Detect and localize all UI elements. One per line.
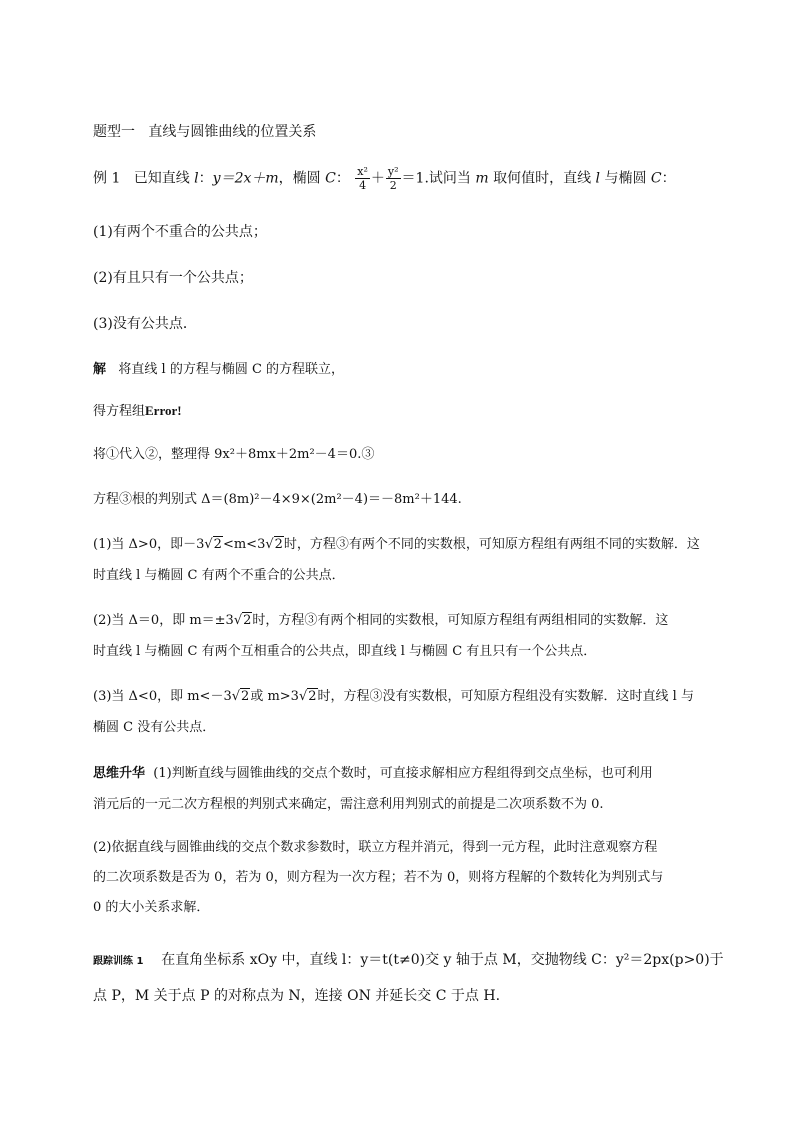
heading-title: 直线与圆锥曲线的位置关系 xyxy=(148,124,317,140)
heading-label: 题型一 xyxy=(93,124,135,140)
example-var-l: l xyxy=(194,170,199,187)
system-prefix: 得方程组 xyxy=(93,404,146,419)
sqrt-radicand: 2 xyxy=(241,689,250,704)
sqrt-symbol: √2 xyxy=(231,689,250,704)
example-var-c2: C xyxy=(650,170,662,187)
fraction-denominator: 4 xyxy=(359,179,367,192)
question-3: (3)没有公共点． xyxy=(93,316,197,332)
fraction-denominator: 2 xyxy=(389,179,397,192)
case-3-text-a: (3)当 Δ<0，即 m<－3 xyxy=(93,689,232,704)
example-text-4: ： xyxy=(335,170,350,187)
case-3-text-c: 时，方程③没有实数根，可知原方程组没有实数解．这时直线 l 与 xyxy=(317,689,694,704)
case-2-text-a: (2)当 Δ＝0，即 m＝±3 xyxy=(93,613,234,628)
case-1-text-a: (1)当 Δ>0，即－3 xyxy=(93,537,205,552)
fraction-numerator: y² xyxy=(387,165,399,178)
exercise-text-line1: 在直角坐标系 xOy 中，直线 l：y＝t(t≠0)交 y 轴于点 M，交抛物线 C：y²＝2px(p>0)于 xyxy=(161,952,724,968)
thinking-label: 思维升华 xyxy=(93,766,146,781)
exercise-line-2: 点 P，M 关于点 P 的对称点为 N，连接 ON 并延长交 C 于点 H. xyxy=(93,988,501,1004)
example-text-2: ： xyxy=(198,170,213,187)
solution-discriminant: 方程③根的判别式 Δ＝(8m)²－4×9×(2m²－4)＝－8m²＋144. xyxy=(93,492,462,507)
thinking-p2-line-2: 的二次项系数是否为 0，若为 0，则方程为一次方程；若不为 0，则将方程解的个数转化为判别式与 xyxy=(93,870,664,885)
example-label: 例 1 xyxy=(93,170,121,187)
solution-substitute: 将①代入②，整理得 9x²＋8mx＋2m²－4＝0.③ xyxy=(93,447,375,462)
case-2-line-2: 时直线 l 与椭圆 C 有两个互相重合的公共点，即直线 l 与椭圆 C 有且只有一个公共点． xyxy=(93,644,597,659)
sqrt-symbol: √2 xyxy=(233,613,252,628)
case-1-line-2: 时直线 l 与椭圆 C 有两个不重合的公共点． xyxy=(93,568,345,583)
example-text-5: ＝1.试问当 xyxy=(401,170,476,187)
sqrt-symbol: √2 xyxy=(298,689,317,704)
example-var-c: C xyxy=(325,170,336,187)
solution-system xyxy=(93,400,182,419)
example-1 xyxy=(93,165,676,192)
example-text-3: ，椭圆 xyxy=(278,170,326,187)
plus-sign: ＋ xyxy=(370,170,385,187)
sqrt-radicand: 2 xyxy=(274,537,283,552)
example-text-1: 已知直线 xyxy=(133,170,195,187)
thinking-p1-line1: (1)判断直线与圆锥曲线的交点个数时，可直接求解相应方程组得到交点坐标，也可利用 xyxy=(153,766,653,781)
case-3-text-b: 或 m>3 xyxy=(250,689,299,704)
case-1-text-b: <m<3 xyxy=(222,537,266,552)
fraction-x2-over-4 xyxy=(355,165,370,192)
case-2-line-1 xyxy=(93,609,668,628)
solution-intro xyxy=(93,358,344,377)
thinking-line-1 xyxy=(93,762,653,781)
example-text-7: 与椭圆 xyxy=(600,170,651,187)
sqrt-radicand: 2 xyxy=(243,613,252,628)
case-1-text-c: 时，方程③有两个不同的实数根，可知原方程组有两组不同的实数解．这 xyxy=(283,537,700,552)
thinking-p2-line-1: (2)依据直线与圆锥曲线的交点个数求参数时，联立方程并消元，得到一元方程，此时注意观察方程 xyxy=(93,840,658,855)
example-text-6: 取何值时，直线 xyxy=(488,170,596,187)
case-1-line-1 xyxy=(93,533,700,552)
thinking-line-2: 消元后的一元二次方程根的判别式来确定，需注意利用判别式的前提是二次项系数不为 0. xyxy=(93,797,604,812)
example-var-l2: l xyxy=(595,170,601,187)
sqrt-symbol: √2 xyxy=(204,537,222,552)
solution-intro-text: 将直线 l 的方程与椭圆 C 的方程联立， xyxy=(118,362,345,377)
system-error: Error! xyxy=(145,403,182,418)
question-1: (1)有两个不重合的公共点； xyxy=(93,224,267,240)
fraction-numerator: x² xyxy=(357,165,368,178)
case-3-line-1 xyxy=(93,685,694,704)
sqrt-radicand: 2 xyxy=(213,537,222,552)
exercise-label: 跟踪训练 1 xyxy=(93,956,144,967)
example-text-8: ： xyxy=(661,170,676,187)
section-heading xyxy=(93,121,316,141)
thinking-p2-line-3: 0 的大小关系求解． xyxy=(93,900,210,915)
case-3-line-2: 椭圆 C 没有公共点． xyxy=(93,720,216,735)
fraction-y2-over-2 xyxy=(386,165,401,192)
sqrt-radicand: 2 xyxy=(308,689,317,704)
case-2-text-b: 时，方程③有两个相同的实数根，可知原方程组有两组相同的实数解．这 xyxy=(252,613,669,628)
example-var-m: m xyxy=(475,170,489,187)
sqrt-symbol: √2 xyxy=(265,537,283,552)
exercise-line-1 xyxy=(93,949,724,969)
question-2: (2)有且只有一个公共点； xyxy=(93,270,253,286)
example-line-equation: y＝2x＋m xyxy=(212,170,279,187)
solution-label: 解 xyxy=(93,362,107,377)
